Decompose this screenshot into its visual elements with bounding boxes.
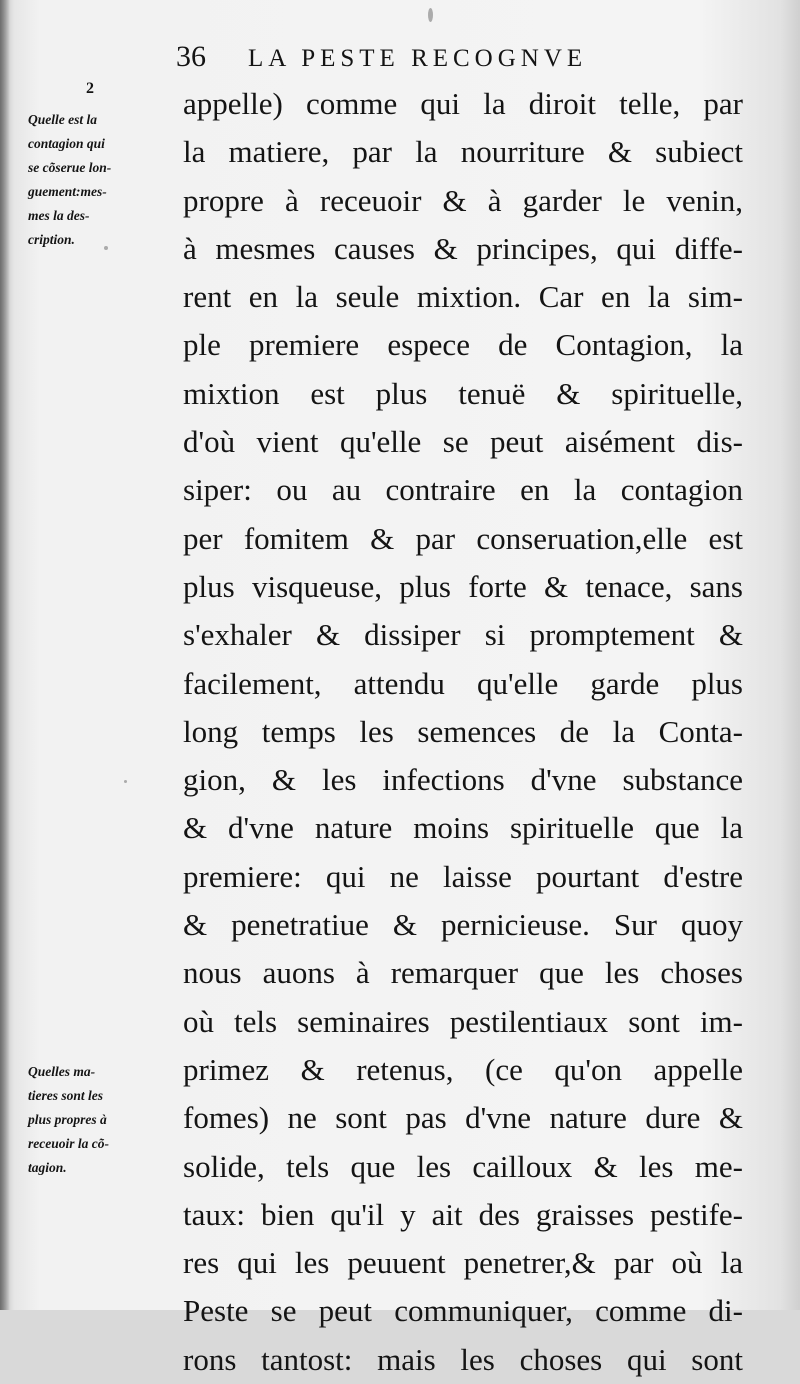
margin-note-contagion: [28, 108, 174, 252]
margin-note-line: contagion qui: [28, 136, 105, 151]
margin-note-line: se cõserue lon-: [28, 160, 112, 175]
body-line: siper: ou au contraire en la contagion: [183, 472, 743, 508]
body-line: appelle) comme qui la diroit telle, par: [183, 86, 743, 121]
page-header: [176, 40, 776, 80]
body-line: long temps les semences de la Conta-: [183, 713, 743, 749]
body-text: [183, 80, 743, 1384]
body-line: per fomitem & par conseruation,elle est: [183, 520, 743, 556]
body-line: la matiere, par la nourriture & subiect: [183, 134, 743, 170]
margin-note-line: Quelle est la: [28, 112, 97, 127]
margin-note-matieres: [28, 1060, 174, 1180]
body-line: premiere: qui ne laisse pourtant d'estre: [183, 858, 743, 894]
body-line: res qui les peuuent penetrer,& par où la: [183, 1245, 743, 1281]
body-line: taux: bien qu'il y ait des graisses pestife-: [183, 1196, 743, 1232]
body-line: nous auons à remarquer que les choses: [183, 955, 743, 991]
body-line: d'où vient qu'elle se peut aisément dis-: [183, 424, 743, 460]
body-line: propre à receuoir & à garder le venin,: [183, 182, 743, 218]
ink-speck: [124, 780, 127, 783]
body-line: gion, & les infections d'vne substance: [183, 762, 743, 798]
body-line: ple premiere espece de Contagion, la: [183, 327, 743, 363]
ink-speck: [428, 8, 433, 22]
body-line: à mesmes causes & principes, qui diffe-: [183, 230, 743, 266]
body-line: où tels seminaires pestilentiaux sont im-: [183, 1003, 743, 1039]
body-line: s'exhaler & dissiper si promptement &: [183, 617, 743, 653]
body-line: fomes) ne sont pas d'vne nature dure &: [183, 1100, 743, 1136]
margin-note-number: 2: [86, 80, 94, 97]
body-line: mixtion est plus tenuë & spirituelle,: [183, 375, 743, 411]
running-title: LA PESTE RECOGNVE: [248, 45, 588, 72]
ink-speck: [104, 246, 108, 250]
body-line: rons tantost: mais les choses qui sont: [183, 1341, 743, 1377]
body-line: Peste se peut communiquer, comme di-: [183, 1293, 743, 1329]
margin-note-line: cription.: [28, 232, 75, 247]
body-line: & penetratiue & pernicieuse. Sur quoy: [183, 907, 743, 943]
page-gutter-shadow: [0, 0, 10, 1310]
margin-note-line: tagion.: [28, 1160, 67, 1175]
body-line: primez & retenus, (ce qu'on appelle: [183, 1051, 743, 1087]
page-number: 36: [176, 40, 206, 73]
margin-note-line: Quelles ma-: [28, 1064, 96, 1079]
margin-note-line: guement:mes-: [28, 184, 107, 199]
body-line: plus visqueuse, plus forte & tenace, sans: [183, 568, 743, 604]
body-line: rent en la seule mixtion. Car en la sim-: [183, 279, 743, 315]
margin-note-line: plus propres à: [28, 1112, 107, 1127]
margin-note-line: tieres sont les: [28, 1088, 104, 1103]
body-line: & d'vne nature moins spirituelle que la: [183, 810, 743, 846]
body-line: facilement, attendu qu'elle garde plus: [183, 665, 743, 701]
margin-note-line: mes la des-: [28, 208, 90, 223]
body-line: solide, tels que les cailloux & les me-: [183, 1148, 743, 1184]
margin-note-line: receuoir la cõ-: [28, 1136, 109, 1151]
